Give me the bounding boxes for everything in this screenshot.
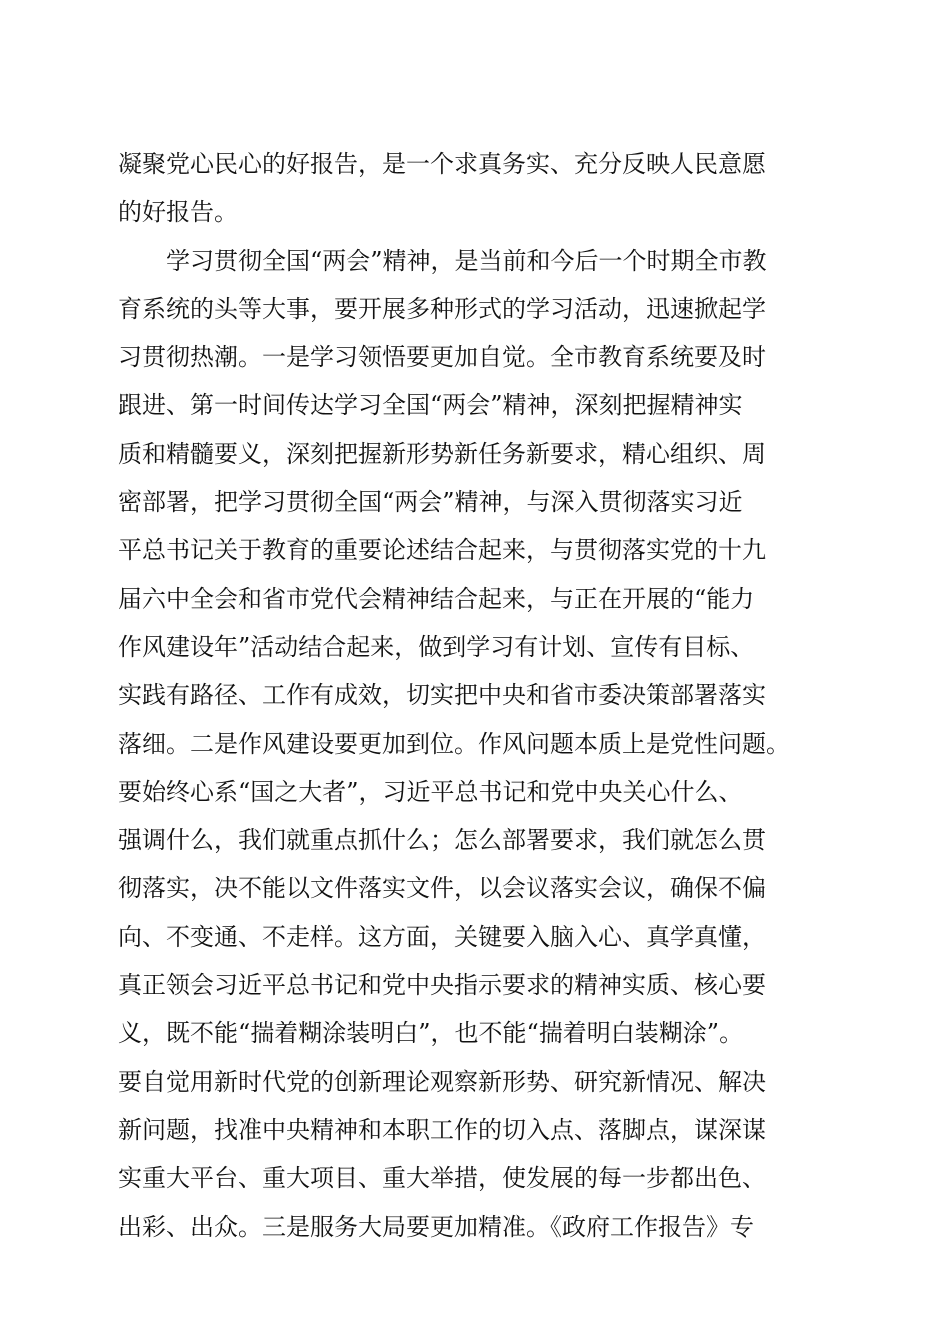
text-line: 真正领会习近平总书记和党中央指示要求的精神实质、核心要: [118, 971, 766, 1000]
document-body: [118, 140, 838, 1251]
text-line: 强调什么，我们就重点抓什么；怎么部署要求，我们就怎么贯: [118, 826, 766, 855]
text-line: 跟进、第一时间传达学习全国“两会”精神，深刻把握精神实: [118, 391, 743, 420]
text-line: 要始终心系“国之大者”，习近平总书记和党中央关心什么、: [118, 777, 743, 806]
text-line: 学习贯彻全国“两会”精神，是当前和今后一个时期全市教: [118, 246, 767, 275]
text-line: 育系统的头等大事，要开展多种形式的学习活动，迅速掀起学: [118, 294, 766, 323]
text-line: 平总书记关于教育的重要论述结合起来，与贯彻落实党的十九: [118, 536, 766, 565]
text-line: 实践有路径、工作有成效，切实把中央和省市委决策部署落实: [118, 681, 766, 710]
text-line: 落细。二是作风建设要更加到位。作风问题本质上是党性问题。: [118, 729, 790, 758]
text-line: 作风建设年”活动结合起来，做到学习有计划、宣传有目标、: [118, 632, 755, 661]
text-line: 彻落实，决不能以文件落实文件，以会议落实会议，确保不偏: [118, 874, 766, 903]
text-line: 出彩、出众。三是服务大局要更加精准。《政府工作报告》专: [118, 1212, 754, 1241]
text-line: 要自觉用新时代党的创新理论观察新形势、研究新情况、解决: [118, 1067, 766, 1096]
text-line: 届六中全会和省市党代会精神结合起来，与正在开展的“能力: [118, 584, 755, 613]
text-line: 实重大平台、重大项目、重大举措，使发展的每一步都出色、: [118, 1164, 766, 1193]
text-line: 质和精髓要义，深刻把握新形势新任务新要求，精心组织、周: [118, 439, 766, 468]
text-line: 的好报告。: [118, 198, 238, 227]
text-line: 新问题，找准中央精神和本职工作的切入点、落脚点，谋深谋: [118, 1115, 766, 1144]
text-line: 密部署，把学习贯彻全国“两会”精神，与深入贯彻落实习近: [118, 488, 743, 517]
text-line: 习贯彻热潮。一是学习领悟要更加自觉。全市教育系统要及时: [118, 343, 766, 372]
text-line: 义，既不能“揣着糊涂装明白”，也不能“揣着明白装糊涂”。: [118, 1019, 744, 1048]
text-line: 凝聚党心民心的好报告，是一个求真务实、充分反映人民意愿: [118, 150, 766, 178]
text-line: 向、不变通、不走样。这方面，关键要入脑入心、真学真懂，: [118, 922, 766, 951]
